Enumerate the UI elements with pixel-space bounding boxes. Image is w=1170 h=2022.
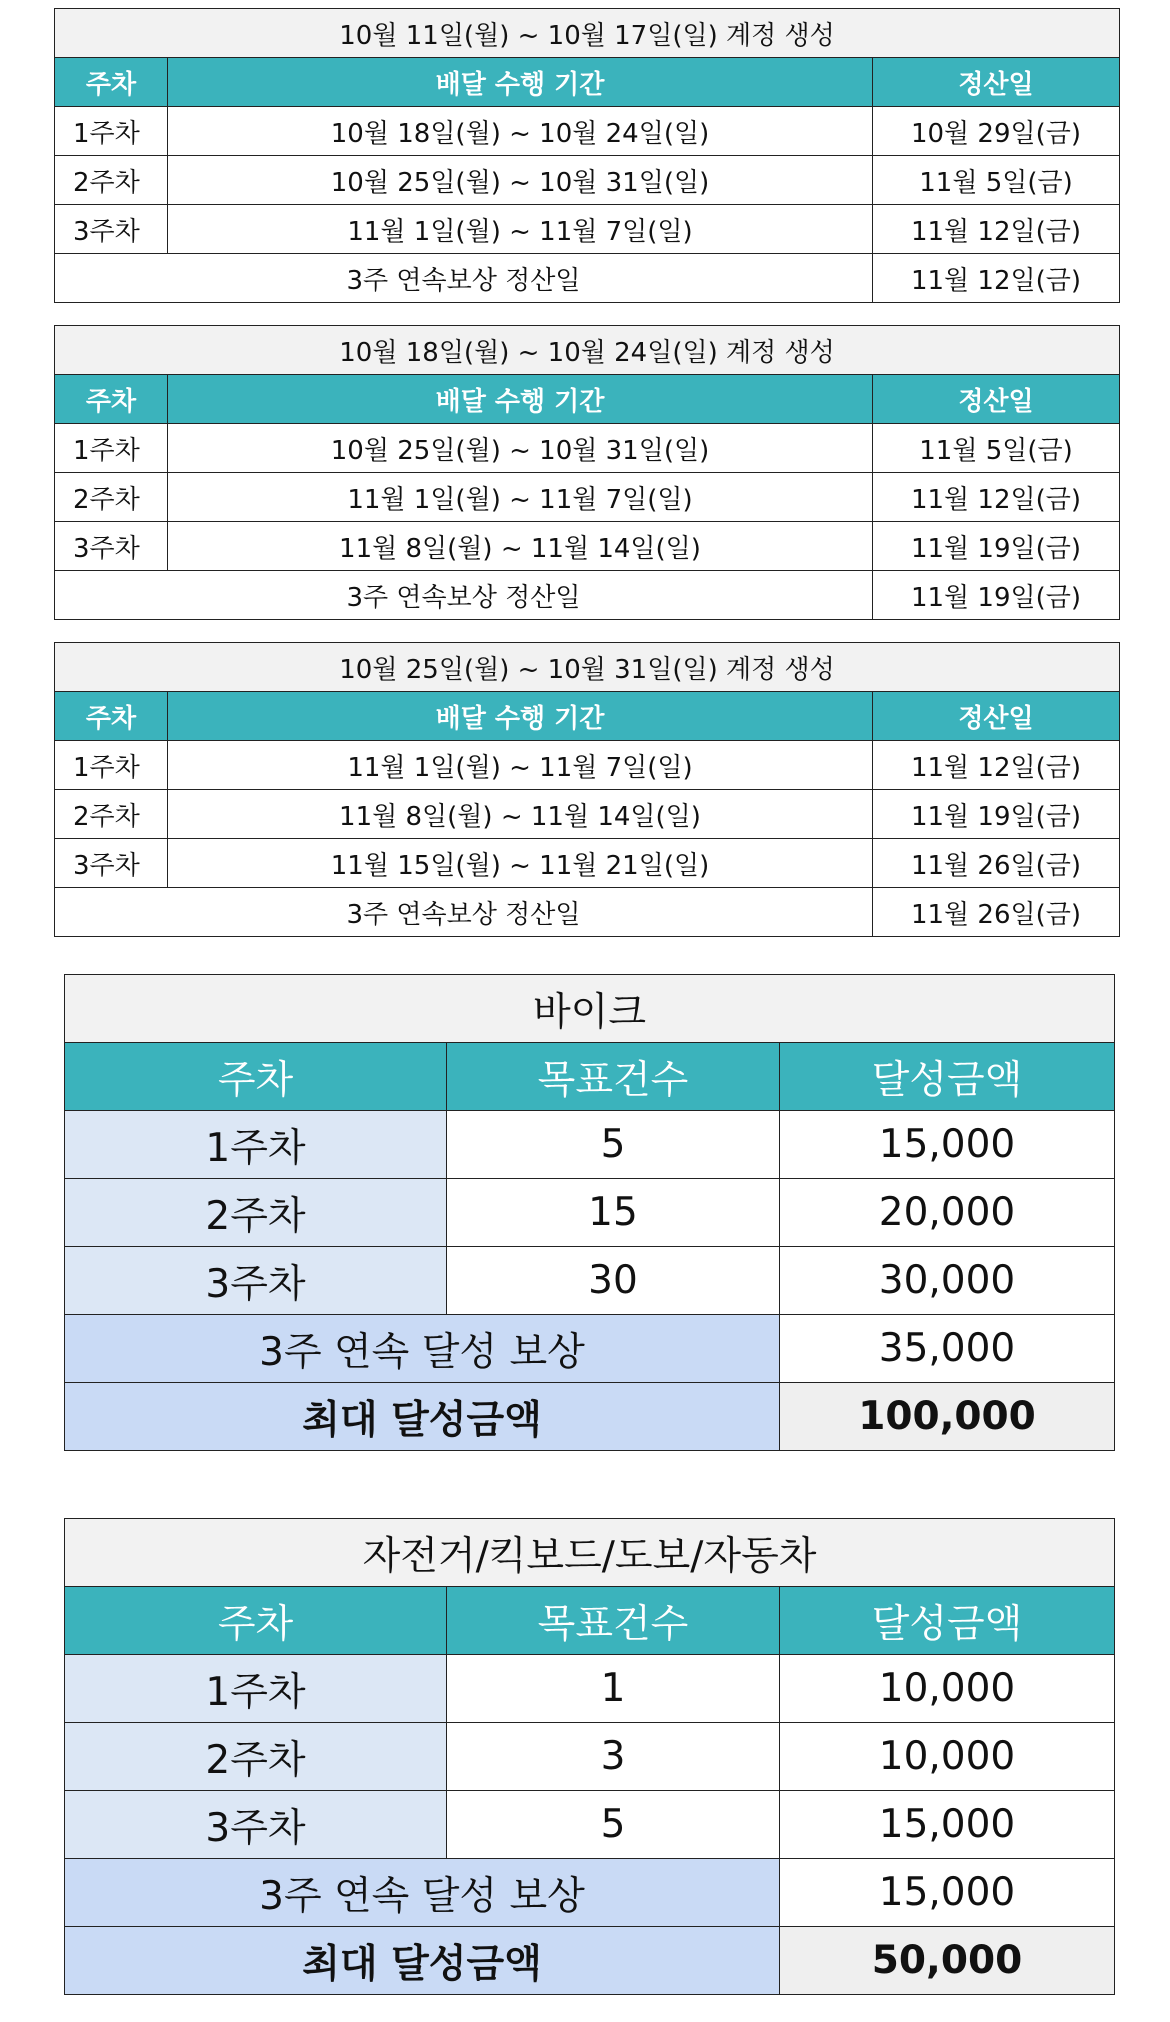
week-cell: 2주차 <box>55 156 168 205</box>
header-week: 주차 <box>65 1043 447 1111</box>
header-payday: 정산일 <box>873 375 1120 424</box>
header-target: 목표건수 <box>447 1043 780 1111</box>
header-payday: 정산일 <box>873 692 1120 741</box>
target-cell: 5 <box>447 1111 780 1179</box>
week-cell: 2주차 <box>65 1723 447 1791</box>
table-row <box>55 107 1120 156</box>
table-row <box>65 1179 1115 1247</box>
payday-cell: 11월 5일(금) <box>873 156 1120 205</box>
table-row <box>55 790 1120 839</box>
payday-cell: 11월 12일(금) <box>873 473 1120 522</box>
week-cell: 1주차 <box>55 741 168 790</box>
target-cell: 30 <box>447 1247 780 1315</box>
week-cell: 3주차 <box>65 1247 447 1315</box>
week-cell: 2주차 <box>55 790 168 839</box>
max-label: 최대 달성금액 <box>65 1927 780 1995</box>
reward-header-row <box>65 1587 1115 1655</box>
amount-cell: 15,000 <box>780 1791 1115 1859</box>
schedule-title: 10월 11일(월) ~ 10월 17일(일) 계정 생성 <box>55 9 1120 58</box>
max-label: 최대 달성금액 <box>65 1383 780 1451</box>
period-cell: 11월 1일(월) ~ 11월 7일(일) <box>168 205 873 254</box>
reward-title: 바이크 <box>65 975 1115 1043</box>
period-cell: 10월 18일(월) ~ 10월 24일(일) <box>168 107 873 156</box>
amount-cell: 10,000 <box>780 1655 1115 1723</box>
schedule-table-2 <box>54 325 1120 620</box>
week-cell: 3주차 <box>55 522 168 571</box>
payday-cell: 11월 12일(금) <box>873 205 1120 254</box>
header-week: 주차 <box>55 58 168 107</box>
payday-cell: 11월 19일(금) <box>873 790 1120 839</box>
bonus-amount: 35,000 <box>780 1315 1115 1383</box>
amount-cell: 10,000 <box>780 1723 1115 1791</box>
payday-cell: 11월 19일(금) <box>873 522 1120 571</box>
table-row <box>55 205 1120 254</box>
table-row <box>55 156 1120 205</box>
schedule-title: 10월 25일(월) ~ 10월 31일(일) 계정 생성 <box>55 643 1120 692</box>
reward-table-bike <box>64 974 1115 1451</box>
bonus-payday: 11월 19일(금) <box>873 571 1120 620</box>
max-row <box>65 1927 1115 1995</box>
max-row <box>65 1383 1115 1451</box>
header-target: 목표건수 <box>447 1587 780 1655</box>
amount-cell: 20,000 <box>780 1179 1115 1247</box>
bonus-label: 3주 연속보상 정산일 <box>55 888 873 937</box>
table-row <box>55 473 1120 522</box>
table-row <box>55 424 1120 473</box>
target-cell: 5 <box>447 1791 780 1859</box>
schedule-table-1 <box>54 8 1120 303</box>
target-cell: 15 <box>447 1179 780 1247</box>
period-cell: 11월 1일(월) ~ 11월 7일(일) <box>168 741 873 790</box>
max-amount: 50,000 <box>780 1927 1115 1995</box>
header-period: 배달 수행 기간 <box>168 58 873 107</box>
period-cell: 11월 8일(월) ~ 11월 14일(일) <box>168 790 873 839</box>
bonus-label: 3주 연속 달성 보상 <box>65 1315 780 1383</box>
bonus-row <box>65 1315 1115 1383</box>
week-cell: 2주차 <box>65 1179 447 1247</box>
week-cell: 1주차 <box>55 107 168 156</box>
bonus-row <box>55 888 1120 937</box>
payday-cell: 11월 5일(금) <box>873 424 1120 473</box>
payday-cell: 11월 12일(금) <box>873 741 1120 790</box>
week-cell: 1주차 <box>55 424 168 473</box>
table-row <box>55 839 1120 888</box>
header-period: 배달 수행 기간 <box>168 375 873 424</box>
bonus-label: 3주 연속보상 정산일 <box>55 571 873 620</box>
header-amount: 달성금액 <box>780 1043 1115 1111</box>
header-payday: 정산일 <box>873 58 1120 107</box>
table-row <box>65 1723 1115 1791</box>
bonus-row <box>65 1859 1115 1927</box>
payday-cell: 10월 29일(금) <box>873 107 1120 156</box>
reward-header-row <box>65 1043 1115 1111</box>
week-cell: 1주차 <box>65 1111 447 1179</box>
max-amount: 100,000 <box>780 1383 1115 1451</box>
period-cell: 11월 1일(월) ~ 11월 7일(일) <box>168 473 873 522</box>
bonus-payday: 11월 12일(금) <box>873 254 1120 303</box>
table-row <box>65 1791 1115 1859</box>
target-cell: 1 <box>447 1655 780 1723</box>
bonus-label: 3주 연속 달성 보상 <box>65 1859 780 1927</box>
schedule-table-3 <box>54 642 1120 937</box>
week-cell: 3주차 <box>65 1791 447 1859</box>
week-cell: 1주차 <box>65 1655 447 1723</box>
bonus-amount: 15,000 <box>780 1859 1115 1927</box>
schedule-header-row <box>55 692 1120 741</box>
table-row <box>55 522 1120 571</box>
period-cell: 11월 15일(월) ~ 11월 21일(일) <box>168 839 873 888</box>
header-week: 주차 <box>55 692 168 741</box>
header-week: 주차 <box>55 375 168 424</box>
amount-cell: 15,000 <box>780 1111 1115 1179</box>
reward-title: 자전거/킥보드/도보/자동차 <box>65 1519 1115 1587</box>
table-row <box>65 1111 1115 1179</box>
table-row <box>55 741 1120 790</box>
header-period: 배달 수행 기간 <box>168 692 873 741</box>
week-cell: 3주차 <box>55 839 168 888</box>
payday-cell: 11월 26일(금) <box>873 839 1120 888</box>
schedule-header-row <box>55 58 1120 107</box>
week-cell: 2주차 <box>55 473 168 522</box>
bonus-row <box>55 254 1120 303</box>
header-week: 주차 <box>65 1587 447 1655</box>
period-cell: 11월 8일(월) ~ 11월 14일(일) <box>168 522 873 571</box>
table-row <box>65 1655 1115 1723</box>
schedule-header-row <box>55 375 1120 424</box>
period-cell: 10월 25일(월) ~ 10월 31일(일) <box>168 424 873 473</box>
header-amount: 달성금액 <box>780 1587 1115 1655</box>
period-cell: 10월 25일(월) ~ 10월 31일(일) <box>168 156 873 205</box>
bonus-row <box>55 571 1120 620</box>
target-cell: 3 <box>447 1723 780 1791</box>
table-row <box>65 1247 1115 1315</box>
week-cell: 3주차 <box>55 205 168 254</box>
amount-cell: 30,000 <box>780 1247 1115 1315</box>
reward-table-other <box>64 1518 1115 1995</box>
bonus-payday: 11월 26일(금) <box>873 888 1120 937</box>
bonus-label: 3주 연속보상 정산일 <box>55 254 873 303</box>
schedule-title: 10월 18일(월) ~ 10월 24일(일) 계정 생성 <box>55 326 1120 375</box>
